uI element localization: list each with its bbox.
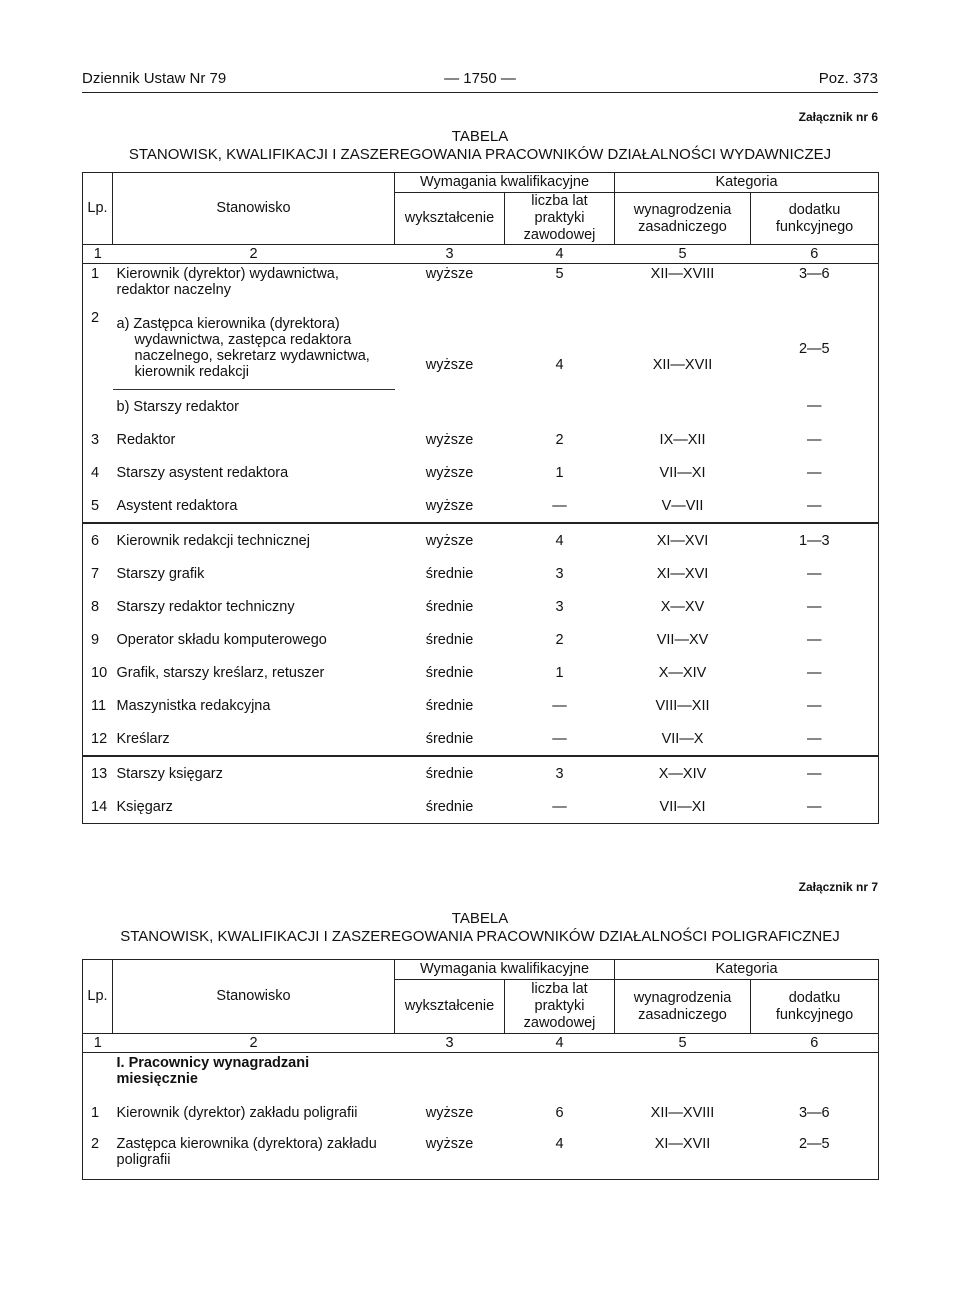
row-lp: 9 [91, 631, 100, 648]
row-years: 6 [555, 1105, 564, 1121]
row-lp: 1 [91, 266, 100, 282]
annex-7-title-line1: TABELA [451, 910, 509, 927]
annex-6-title-line2: STANOWISK, KWALIFIKACJI I ZASZEREGOWANIA PRACOWNIKÓW DZIAŁALNOŚCI WYDAWNICZEJ [128, 146, 832, 163]
row-education: średnie [425, 631, 474, 648]
table-row [83, 423, 879, 456]
row-education: wyższe [425, 1135, 474, 1152]
row-bonus: 2—5 [798, 1135, 830, 1152]
row-position: Starszy asystent redaktora [116, 464, 289, 481]
position-number: Poz. 373 [818, 70, 878, 87]
table-row [83, 623, 879, 656]
row-category: VII—XV [656, 631, 709, 648]
row-education: wyższe [425, 431, 474, 448]
row-lp: 3 [91, 431, 100, 448]
col-education: wykształcenie [395, 980, 505, 1034]
row-lp: 13 [83, 756, 113, 790]
table-row [83, 689, 879, 722]
page-header [82, 70, 878, 93]
col-lp: Lp. [83, 173, 113, 245]
row-years: — [552, 730, 567, 747]
annex-6-label: Załącznik nr 6 [798, 110, 878, 124]
col-number: 3 [395, 1034, 505, 1053]
row-education: wyższe [425, 357, 474, 374]
row-education: wyższe [425, 464, 474, 481]
row-bonus: 3—6 [798, 266, 830, 282]
table-row [83, 656, 879, 689]
row-position: Operator składu komputerowego [116, 631, 327, 648]
journal-name: Dziennik Ustaw Nr 79 [82, 70, 227, 87]
annex-7-label: Załącznik nr 7 [798, 880, 878, 894]
table-row [83, 264, 879, 308]
col-position: Stanowisko [113, 960, 395, 1034]
row-position: Starszy księgarz [113, 756, 395, 790]
row-years: 3 [555, 598, 564, 615]
annex-7-title [82, 910, 878, 946]
col-number: 6 [751, 245, 879, 264]
row-category: XII—XVIII [650, 266, 715, 282]
col-salary: wynagrodzenia zasadniczego [615, 193, 751, 245]
row-education: średnie [395, 756, 505, 790]
table-row [83, 1097, 879, 1130]
row-education: średnie [425, 565, 474, 582]
row-position: Redaktor [116, 431, 176, 448]
col-lp: Lp. [83, 960, 113, 1034]
row-education: średnie [425, 730, 474, 747]
table-row [83, 456, 879, 489]
row-years: 4 [555, 1135, 564, 1152]
page-number: — 1750 — [444, 70, 516, 87]
row-position: Maszynistka redakcyjna [116, 697, 271, 714]
col-years: liczba lat praktyki zawodowej [505, 980, 615, 1034]
row-lp: 12 [91, 730, 108, 747]
row-lp: 8 [91, 598, 100, 615]
row-category: XII—XVIII [650, 1105, 715, 1121]
row-bonus: — [807, 464, 822, 481]
row-years: 2 [555, 431, 564, 448]
row-education: wyższe [395, 523, 505, 557]
table-annex-7 [82, 959, 879, 1180]
col-number: 2 [113, 245, 395, 264]
row-years: 4 [505, 523, 615, 557]
row-bonus: 3—6 [798, 1105, 830, 1121]
col-requirements: Wymagania kwalifikacyjne [395, 173, 615, 193]
row-category: VII—X [661, 730, 704, 747]
table-row [83, 790, 879, 824]
row-category: IX—XII [659, 431, 706, 448]
row-category: X—XIV [615, 756, 751, 790]
col-number: 2 [113, 1034, 395, 1053]
col-number: 6 [751, 1034, 879, 1053]
row-bonus: — [807, 497, 822, 514]
row-position: Starszy redaktor techniczny [116, 598, 295, 615]
section-row [83, 1053, 879, 1097]
col-number: 4 [505, 245, 615, 264]
row-lp: 4 [91, 464, 100, 481]
row-position: Grafik, starszy kreślarz, retuszer [116, 664, 325, 681]
row-education: średnie [425, 598, 474, 615]
row-position: Księgarz [116, 798, 173, 815]
table-row [83, 308, 879, 390]
row-education: średnie [425, 697, 474, 714]
row-category: VII—XI [659, 464, 706, 481]
row-bonus-b: — [807, 398, 822, 415]
row-education: wyższe [425, 266, 474, 282]
row-bonus: — [807, 697, 822, 714]
row-years: 1 [555, 664, 564, 681]
row-years: 1 [555, 464, 564, 481]
table-row [83, 590, 879, 623]
row-category: VII—XI [659, 798, 706, 815]
row-lp: 10 [91, 664, 108, 681]
row-lp: 5 [91, 497, 100, 514]
row-position-b: b) Starszy redaktor [113, 390, 395, 424]
table-row [83, 489, 879, 523]
annex-6-title-line1: TABELA [451, 128, 509, 145]
row-bonus: — [807, 431, 822, 448]
row-lp: 14 [91, 798, 108, 815]
row-lp: 11 [91, 697, 107, 714]
row-category: V—VII [661, 497, 704, 514]
row-bonus: — [807, 798, 822, 815]
col-bonus: dodatku funkcyjnego [751, 193, 879, 245]
row-position: Kierownik (dyrektor) wydawnictwa, redaktor naczelny [116, 266, 339, 298]
row-category: VIII—XII [655, 697, 710, 714]
row-category: XI—XVI [656, 565, 709, 582]
row-bonus: — [751, 756, 879, 790]
row-position: Asystent redaktora [116, 497, 238, 514]
row-bonus: — [807, 730, 822, 747]
row-years: 2 [555, 631, 564, 648]
column-numbers-row [83, 245, 879, 264]
row-bonus: 2—5 [798, 340, 830, 357]
row-position: Kreślarz [116, 730, 170, 747]
col-number: 1 [83, 245, 113, 264]
row-years: 5 [555, 266, 564, 282]
row-lp: 7 [91, 565, 100, 582]
section-heading: I. Pracownicy wynagradzani miesięcznie [116, 1055, 310, 1087]
row-years: — [552, 497, 567, 514]
row-education: średnie [425, 664, 474, 681]
table-annex-6 [82, 172, 879, 824]
col-education: wykształcenie [395, 193, 505, 245]
col-number: 3 [395, 245, 505, 264]
row-category: X—XV [660, 598, 705, 615]
row-years: 3 [555, 565, 564, 582]
row-lp: 2 [91, 309, 100, 326]
row-category: XI—XVI [615, 523, 751, 557]
row-position: a) Zastępca kierownika (dyrektora) wydawnictwa, zastępca redaktora naczelnego, sekretarz wydawnictwa, kierownik redakcji [116, 316, 370, 381]
table-row [83, 722, 879, 756]
col-category: Kategoria [615, 173, 879, 193]
col-number: 4 [505, 1034, 615, 1053]
col-salary: wynagrodzenia zasadniczego [615, 980, 751, 1034]
row-position: Kierownik redakcji technicznej [113, 523, 395, 557]
row-lp: 1 [91, 1105, 100, 1121]
table-row [83, 557, 879, 590]
row-bonus: — [807, 631, 822, 648]
row-position: Zastępca kierownika (dyrektora) zakładu poligrafii [116, 1135, 377, 1168]
row-lp: 2 [91, 1135, 100, 1152]
row-category: XI—XVII [654, 1135, 711, 1152]
col-bonus: dodatku funkcyjnego [751, 980, 879, 1034]
annex-7-title-line2: STANOWISK, KWALIFIKACJI I ZASZEREGOWANIA PRACOWNIKÓW DZIAŁALNOŚCI POLIGRAFICZNEJ [120, 928, 840, 945]
table-row [83, 756, 879, 790]
row-education: średnie [425, 798, 474, 815]
col-number: 5 [615, 245, 751, 264]
row-bonus: — [807, 598, 822, 615]
col-number: 1 [83, 1034, 113, 1053]
row-education: wyższe [425, 497, 474, 514]
row-education: wyższe [425, 1105, 474, 1121]
row-category: XII—XVII [652, 357, 713, 374]
col-years: liczba lat praktyki zawodowej [505, 193, 615, 245]
row-years: — [552, 798, 567, 815]
column-numbers-row [83, 1034, 879, 1053]
col-position: Stanowisko [113, 173, 395, 245]
row-years: — [552, 697, 567, 714]
row-category: X—XIV [658, 664, 707, 681]
row-position: Kierownik (dyrektor) zakładu poligrafii [116, 1105, 358, 1121]
row-bonus: 1—3 [751, 523, 879, 557]
table-row [83, 1130, 879, 1180]
annex-6-title [82, 128, 878, 164]
row-years: 4 [555, 357, 564, 374]
row-bonus: — [807, 664, 822, 681]
row-lp: 6 [83, 523, 113, 557]
row-years: 3 [505, 756, 615, 790]
col-number: 5 [615, 1034, 751, 1053]
col-category: Kategoria [615, 960, 879, 980]
row-position: Starszy grafik [116, 565, 205, 582]
row-bonus: — [807, 565, 822, 582]
col-requirements: Wymagania kwalifikacyjne [395, 960, 615, 980]
table-row [83, 523, 879, 557]
